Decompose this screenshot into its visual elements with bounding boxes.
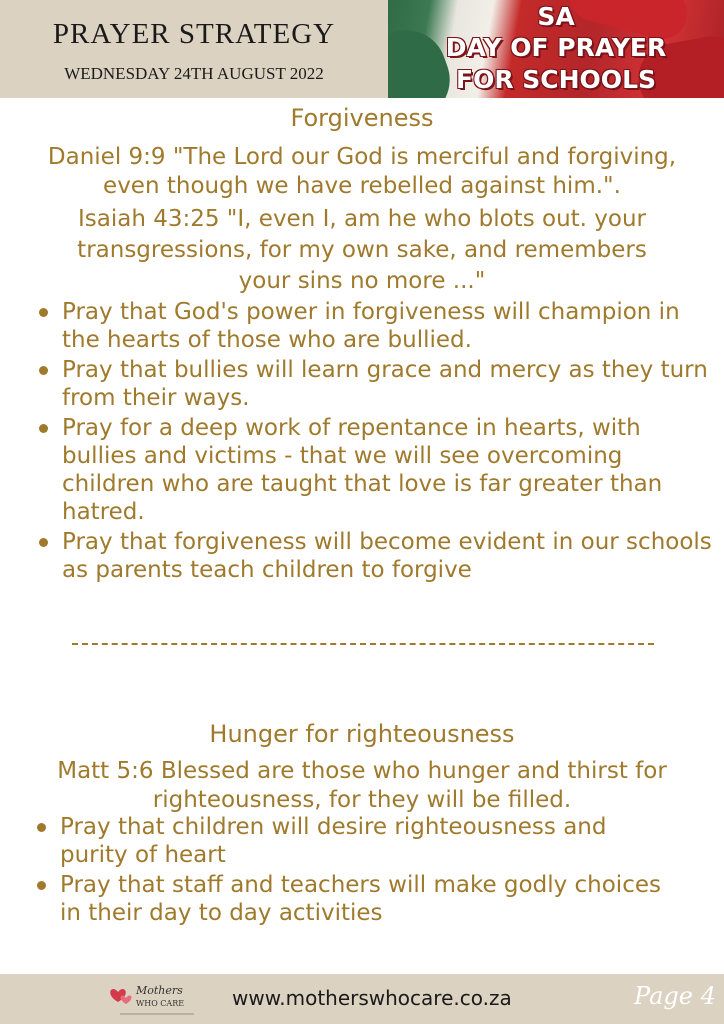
list-item: Pray for a deep work of repentance in hearts, with bullies and victims - that we will see overcoming children who are taught that love is far greater than hatred.: [36, 414, 716, 526]
verse-line: Daniel 9:9 "The Lord our God is merciful and forgiving,: [47, 144, 677, 170]
list-item: Pray that bullies will learn grace and mercy as they turn from their ways.: [36, 356, 716, 412]
svg-text:Mothers: Mothers: [136, 984, 183, 997]
banner-line-1: SA: [537, 2, 575, 31]
section-title-forgiveness: Forgiveness: [290, 104, 434, 132]
verse-line: Isaiah 43:25 "I, even I, am he who blots out. your: [77, 206, 646, 232]
prayer-list-righteousness: [34, 813, 674, 929]
banner-line-2: DAY OF PRAYER: [445, 33, 667, 62]
banner-line-3: FOR SCHOOLS: [456, 65, 656, 94]
mothers-who-care-logo: [106, 978, 202, 1020]
list-item: Pray that staff and teachers will make godly choices in their day to day activities: [34, 871, 674, 927]
website-link[interactable]: www.motherswhocare.co.za: [232, 986, 512, 1010]
page-number: Page 4: [634, 982, 716, 1010]
footer-bar: [0, 974, 724, 1024]
verse-line: Matt 5:6 Blessed are those who hunger and thirst for: [57, 758, 667, 784]
prayer-list-forgiveness: [36, 298, 716, 586]
svg-text:WHO CARE: WHO CARE: [136, 999, 185, 1008]
section-divider: [72, 643, 654, 645]
header-date: WEDNESDAY 24TH AUGUST 2022: [64, 64, 324, 83]
list-item: Pray that God's power in forgiveness will champion in the hearts of those who are bullied.: [36, 298, 716, 354]
page-title: PRAYER STRATEGY: [52, 18, 336, 50]
verse-line: righteousness, for they will be filled.: [152, 787, 572, 813]
header-title-block: [0, 0, 388, 98]
list-item: Pray that forgiveness will become evident in our schools as parents teach children to forgive: [36, 528, 716, 584]
section-title-hunger: Hunger for righteousness: [209, 720, 515, 748]
header-banner-image: [388, 0, 724, 98]
verse-line: even though we have rebelled against him.".: [103, 173, 621, 199]
verse-line: your sins no more ...": [238, 268, 486, 294]
list-item: Pray that children will desire righteousness and purity of heart: [34, 813, 674, 869]
verse-line: transgressions, for my own sake, and remembers: [77, 237, 647, 263]
